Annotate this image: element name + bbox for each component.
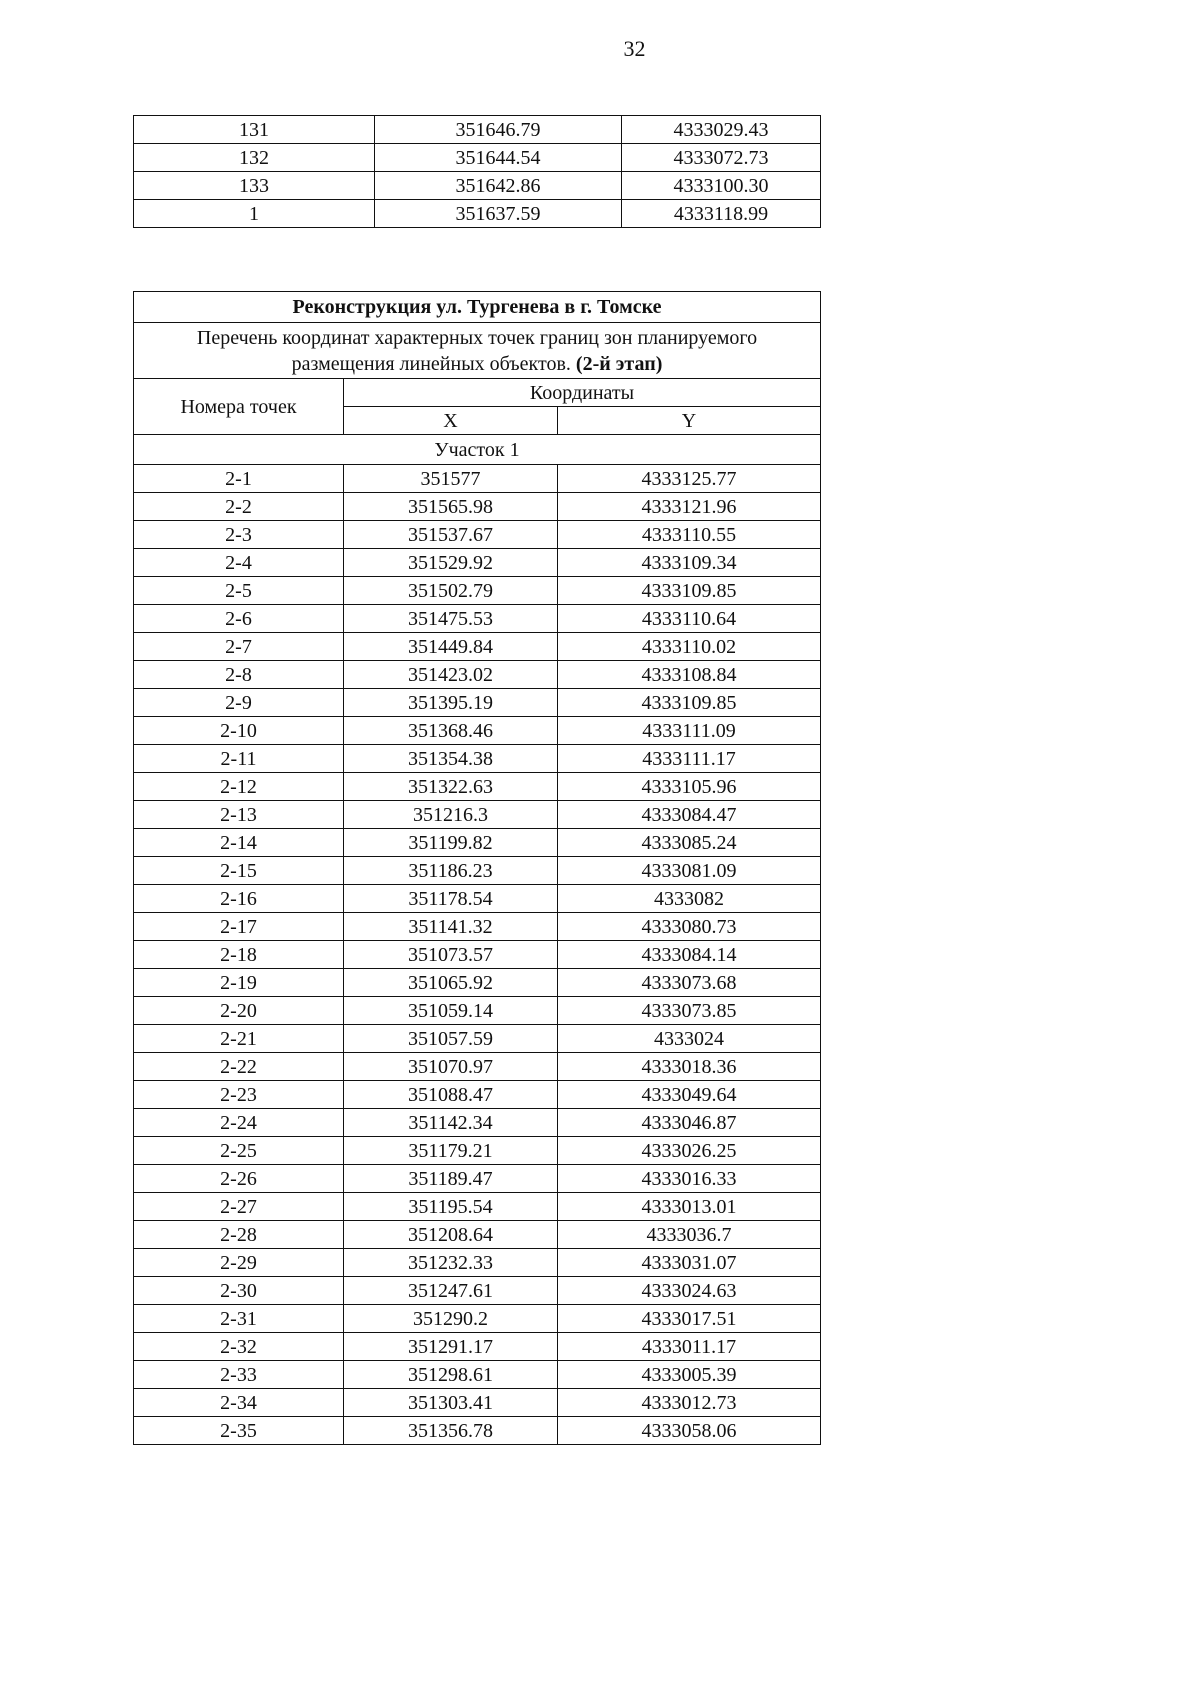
- table-row: [134, 717, 821, 745]
- table-row: [134, 885, 821, 913]
- continuation-coordinates-table: [133, 115, 821, 228]
- table-title: Реконструкция ул. Тургенева в г. Томске: [134, 292, 821, 323]
- table-row: [134, 116, 821, 144]
- y-coordinate-cell: 4333109.85: [558, 577, 821, 605]
- table-row: [134, 1389, 821, 1417]
- point-number-cell: 1: [134, 200, 375, 228]
- table-row: [134, 1305, 821, 1333]
- y-coordinate-cell: 4333046.87: [558, 1109, 821, 1137]
- y-coordinate-cell: 4333100.30: [622, 172, 821, 200]
- table-row: [134, 857, 821, 885]
- point-number-cell: 2-13: [134, 801, 344, 829]
- subtitle-row: [134, 323, 821, 379]
- point-number-cell: 2-31: [134, 1305, 344, 1333]
- table-row: [134, 521, 821, 549]
- point-number-cell: 2-3: [134, 521, 344, 549]
- x-coordinate-cell: 351449.84: [344, 633, 558, 661]
- table-row: [134, 969, 821, 997]
- table-row: [134, 1025, 821, 1053]
- point-number-cell: 2-32: [134, 1333, 344, 1361]
- table-row: [134, 745, 821, 773]
- table-row: [134, 549, 821, 577]
- y-coordinate-cell: 4333011.17: [558, 1333, 821, 1361]
- x-coordinate-cell: 351637.59: [375, 200, 622, 228]
- page-number: 32: [623, 36, 646, 61]
- y-coordinate-cell: 4333110.55: [558, 521, 821, 549]
- x-coordinate-cell: 351475.53: [344, 605, 558, 633]
- x-coordinate-cell: 351059.14: [344, 997, 558, 1025]
- table-subtitle: [134, 323, 821, 379]
- y-coordinate-cell: 4333049.64: [558, 1081, 821, 1109]
- point-number-cell: 2-12: [134, 773, 344, 801]
- point-number-cell: 2-6: [134, 605, 344, 633]
- y-coordinate-cell: 4333018.36: [558, 1053, 821, 1081]
- x-coordinate-cell: 351644.54: [375, 144, 622, 172]
- x-coordinate-cell: 351141.32: [344, 913, 558, 941]
- table-row: [134, 1417, 821, 1445]
- y-coordinate-cell: 4333111.09: [558, 717, 821, 745]
- point-number-cell: 2-11: [134, 745, 344, 773]
- point-number-cell: 2-17: [134, 913, 344, 941]
- table-row: [134, 1277, 821, 1305]
- x-coordinate-cell: 351065.92: [344, 969, 558, 997]
- table-row: [134, 1221, 821, 1249]
- x-coordinate-cell: 351529.92: [344, 549, 558, 577]
- table-row: [134, 465, 821, 493]
- table-row: [134, 493, 821, 521]
- table-row: [134, 1193, 821, 1221]
- point-number-cell: 2-26: [134, 1165, 344, 1193]
- x-coordinate-cell: 351142.34: [344, 1109, 558, 1137]
- x-coordinate-cell: 351232.33: [344, 1249, 558, 1277]
- table-row: [134, 172, 821, 200]
- point-number-cell: 131: [134, 116, 375, 144]
- x-coordinate-cell: 351322.63: [344, 773, 558, 801]
- y-coordinate-cell: 4333121.96: [558, 493, 821, 521]
- header-x: X: [344, 407, 558, 435]
- x-coordinate-cell: 351186.23: [344, 857, 558, 885]
- x-coordinate-cell: 351423.02: [344, 661, 558, 689]
- x-coordinate-cell: 351577: [344, 465, 558, 493]
- y-coordinate-cell: 4333105.96: [558, 773, 821, 801]
- y-coordinate-cell: 4333012.73: [558, 1389, 821, 1417]
- point-number-cell: 2-5: [134, 577, 344, 605]
- x-coordinate-cell: 351368.46: [344, 717, 558, 745]
- x-coordinate-cell: 351642.86: [375, 172, 622, 200]
- y-coordinate-cell: 4333125.77: [558, 465, 821, 493]
- coordinates-table: [133, 291, 821, 1445]
- table-row: [134, 1053, 821, 1081]
- y-coordinate-cell: 4333058.06: [558, 1417, 821, 1445]
- section-label: Участок 1: [134, 435, 821, 465]
- y-coordinate-cell: 4333005.39: [558, 1361, 821, 1389]
- table-row: [134, 577, 821, 605]
- y-coordinate-cell: 4333013.01: [558, 1193, 821, 1221]
- table-row: [134, 829, 821, 857]
- y-coordinate-cell: 4333029.43: [622, 116, 821, 144]
- x-coordinate-cell: 351395.19: [344, 689, 558, 717]
- point-number-cell: 2-10: [134, 717, 344, 745]
- x-coordinate-cell: 351298.61: [344, 1361, 558, 1389]
- point-number-cell: 2-15: [134, 857, 344, 885]
- table-row: [134, 633, 821, 661]
- point-number-cell: 133: [134, 172, 375, 200]
- y-coordinate-cell: 4333110.02: [558, 633, 821, 661]
- table-row: [134, 1249, 821, 1277]
- y-coordinate-cell: 4333036.7: [558, 1221, 821, 1249]
- y-coordinate-cell: 4333111.17: [558, 745, 821, 773]
- y-coordinate-cell: 4333082: [558, 885, 821, 913]
- x-coordinate-cell: 351303.41: [344, 1389, 558, 1417]
- table-row: [134, 773, 821, 801]
- y-coordinate-cell: 4333073.85: [558, 997, 821, 1025]
- header-coordinates: Координаты: [344, 379, 821, 407]
- x-coordinate-cell: 351199.82: [344, 829, 558, 857]
- y-coordinate-cell: 4333016.33: [558, 1165, 821, 1193]
- y-coordinate-cell: 4333110.64: [558, 605, 821, 633]
- table-row: [134, 1081, 821, 1109]
- point-number-cell: 2-28: [134, 1221, 344, 1249]
- table-row: [134, 1165, 821, 1193]
- table-row: [134, 913, 821, 941]
- x-coordinate-cell: 351208.64: [344, 1221, 558, 1249]
- table-row: [134, 144, 821, 172]
- x-coordinate-cell: 351291.17: [344, 1333, 558, 1361]
- point-number-cell: 2-25: [134, 1137, 344, 1165]
- x-coordinate-cell: 351502.79: [344, 577, 558, 605]
- header-y: Y: [558, 407, 821, 435]
- subtitle-text: Перечень координат характерных точек границ зон планируемого размещения линейных объектов.: [196, 326, 758, 375]
- coordinates-table-body: [134, 465, 821, 1445]
- x-coordinate-cell: 351073.57: [344, 941, 558, 969]
- point-number-cell: 2-1: [134, 465, 344, 493]
- y-coordinate-cell: 4333085.24: [558, 829, 821, 857]
- x-coordinate-cell: 351646.79: [375, 116, 622, 144]
- continuation-table-body: [134, 116, 821, 228]
- table-row: [134, 661, 821, 689]
- table-row: [134, 941, 821, 969]
- point-number-cell: 2-35: [134, 1417, 344, 1445]
- table-row: [134, 1137, 821, 1165]
- y-coordinate-cell: 4333072.73: [622, 144, 821, 172]
- y-coordinate-cell: 4333073.68: [558, 969, 821, 997]
- table-row: [134, 801, 821, 829]
- point-number-cell: 2-8: [134, 661, 344, 689]
- x-coordinate-cell: 351354.38: [344, 745, 558, 773]
- stage-label: (2-й этап): [575, 352, 663, 375]
- point-number-cell: 2-20: [134, 997, 344, 1025]
- table-row: [134, 1333, 821, 1361]
- point-number-cell: 2-4: [134, 549, 344, 577]
- point-number-cell: 2-18: [134, 941, 344, 969]
- x-coordinate-cell: 351189.47: [344, 1165, 558, 1193]
- table-row: [134, 200, 821, 228]
- table-row: [134, 997, 821, 1025]
- y-coordinate-cell: 4333081.09: [558, 857, 821, 885]
- point-number-cell: 2-21: [134, 1025, 344, 1053]
- x-coordinate-cell: 351537.67: [344, 521, 558, 549]
- y-coordinate-cell: 4333026.25: [558, 1137, 821, 1165]
- y-coordinate-cell: 4333080.73: [558, 913, 821, 941]
- point-number-cell: 2-34: [134, 1389, 344, 1417]
- y-coordinate-cell: 4333084.47: [558, 801, 821, 829]
- x-coordinate-cell: 351247.61: [344, 1277, 558, 1305]
- point-number-cell: 2-14: [134, 829, 344, 857]
- point-number-cell: 2-30: [134, 1277, 344, 1305]
- x-coordinate-cell: 351057.59: [344, 1025, 558, 1053]
- header-row-top: [134, 379, 821, 407]
- point-number-cell: 2-23: [134, 1081, 344, 1109]
- table-row: [134, 1361, 821, 1389]
- x-coordinate-cell: 351070.97: [344, 1053, 558, 1081]
- table-row: [134, 1109, 821, 1137]
- y-coordinate-cell: 4333109.85: [558, 689, 821, 717]
- y-coordinate-cell: 4333017.51: [558, 1305, 821, 1333]
- x-coordinate-cell: 351216.3: [344, 801, 558, 829]
- point-number-cell: 132: [134, 144, 375, 172]
- point-number-cell: 2-24: [134, 1109, 344, 1137]
- x-coordinate-cell: 351195.54: [344, 1193, 558, 1221]
- x-coordinate-cell: 351178.54: [344, 885, 558, 913]
- y-coordinate-cell: 4333118.99: [622, 200, 821, 228]
- table-head: [134, 292, 821, 465]
- y-coordinate-cell: 4333084.14: [558, 941, 821, 969]
- title-row: [134, 292, 821, 323]
- point-number-cell: 2-29: [134, 1249, 344, 1277]
- y-coordinate-cell: 4333108.84: [558, 661, 821, 689]
- point-number-cell: 2-33: [134, 1361, 344, 1389]
- y-coordinate-cell: 4333024: [558, 1025, 821, 1053]
- point-number-cell: 2-2: [134, 493, 344, 521]
- x-coordinate-cell: 351088.47: [344, 1081, 558, 1109]
- section-row: [134, 435, 821, 465]
- point-number-cell: 2-16: [134, 885, 344, 913]
- point-number-cell: 2-27: [134, 1193, 344, 1221]
- y-coordinate-cell: 4333024.63: [558, 1277, 821, 1305]
- x-coordinate-cell: 351565.98: [344, 493, 558, 521]
- table-row: [134, 689, 821, 717]
- x-coordinate-cell: 351179.21: [344, 1137, 558, 1165]
- point-number-cell: 2-9: [134, 689, 344, 717]
- table-row: [134, 605, 821, 633]
- header-points: Номера точек: [134, 379, 344, 435]
- point-number-cell: 2-22: [134, 1053, 344, 1081]
- x-coordinate-cell: 351356.78: [344, 1417, 558, 1445]
- x-coordinate-cell: 351290.2: [344, 1305, 558, 1333]
- point-number-cell: 2-7: [134, 633, 344, 661]
- y-coordinate-cell: 4333031.07: [558, 1249, 821, 1277]
- point-number-cell: 2-19: [134, 969, 344, 997]
- y-coordinate-cell: 4333109.34: [558, 549, 821, 577]
